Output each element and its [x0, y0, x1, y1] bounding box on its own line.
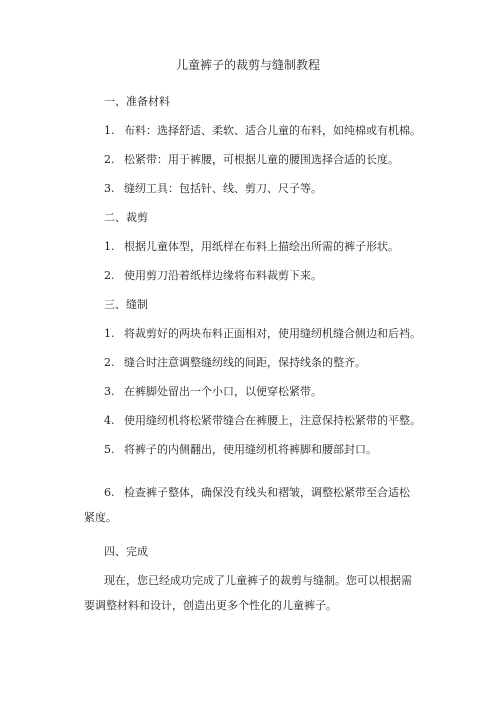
list-item: [104, 153, 399, 167]
list-item-text: 缝纫工具：包括针、线、剪刀、尺子等。: [124, 182, 322, 195]
list-item-text: 布料：选择舒适、柔软、适合儿童的布料，如纯棉或有机棉。: [124, 124, 421, 137]
list-item-text: 使用剪刀沿着纸样边缘将布料裁剪下来。: [124, 269, 322, 282]
list-item-number: 1.: [104, 327, 115, 340]
list-item-text: 根据儿童体型，用纸样在布料上描绘出所需的裤子形状。: [124, 240, 399, 253]
list-item: [104, 385, 322, 399]
list-item: [104, 182, 322, 196]
list-item-text: 松紧带：用于裤腰，可根据儿童的腰围选择合适的长度。: [124, 153, 399, 166]
list-item-text: 在裤脚处留出一个小口，以便穿松紧带。: [124, 385, 322, 398]
list-item-number: 3.: [104, 182, 115, 195]
paragraph-line: 现在，您已经成功完成了儿童裤子的裁剪与缝制。您可以根据需: [104, 574, 412, 587]
list-item-number: 2.: [104, 153, 115, 166]
document-title: 儿童裤子的裁剪与缝制教程: [175, 58, 320, 72]
list-item: [104, 327, 421, 341]
list-item-text: 将裁剪好的两块布料正面相对，使用缝纫机缝合侧边和后裆。: [124, 327, 421, 340]
list-item-line: [104, 486, 410, 500]
list-item-number: 2.: [104, 356, 115, 369]
list-item-text-continued: 紧度。: [84, 511, 117, 524]
list-item-number: 1.: [104, 124, 115, 137]
paragraph-line: 要调整材料和设计，创造出更多个性化的儿童裤子。: [84, 599, 337, 612]
list-item-number: 6.: [104, 486, 115, 499]
list-item: [104, 269, 322, 283]
list-item: [84, 486, 410, 525]
list-item-text: 检查裤子整体，确保没有线头和褶皱，调整松紧带至合适松: [124, 486, 410, 499]
list-item-text: 使用缝纫机将松紧带缝合在裤腰上，注意保持松紧带的平整。: [124, 414, 421, 427]
list-item: [104, 414, 421, 428]
closing-paragraph: [84, 574, 414, 613]
section-heading-sewing: 三、缝制: [104, 298, 148, 311]
section-heading-cutting: 二、裁剪: [104, 211, 148, 224]
list-item-number: 3.: [104, 385, 115, 398]
section-heading-materials: 一、准备材料: [104, 95, 170, 108]
list-item-text: 缝合时注意调整缝纫线的间距，保持线条的整齐。: [124, 356, 366, 369]
section-heading-finish: 四、完成: [104, 545, 148, 558]
list-item-number: 5.: [104, 443, 115, 456]
list-item: [104, 443, 377, 457]
list-item-number: 4.: [104, 414, 115, 427]
list-item-number: 2.: [104, 269, 115, 282]
list-item-number: 1.: [104, 240, 115, 253]
list-item: [104, 240, 399, 254]
list-item: [104, 124, 421, 138]
list-item-text: 将裤子的内侧翻出，使用缝纫机将裤脚和腰部封口。: [124, 443, 377, 456]
list-item: [104, 356, 366, 370]
